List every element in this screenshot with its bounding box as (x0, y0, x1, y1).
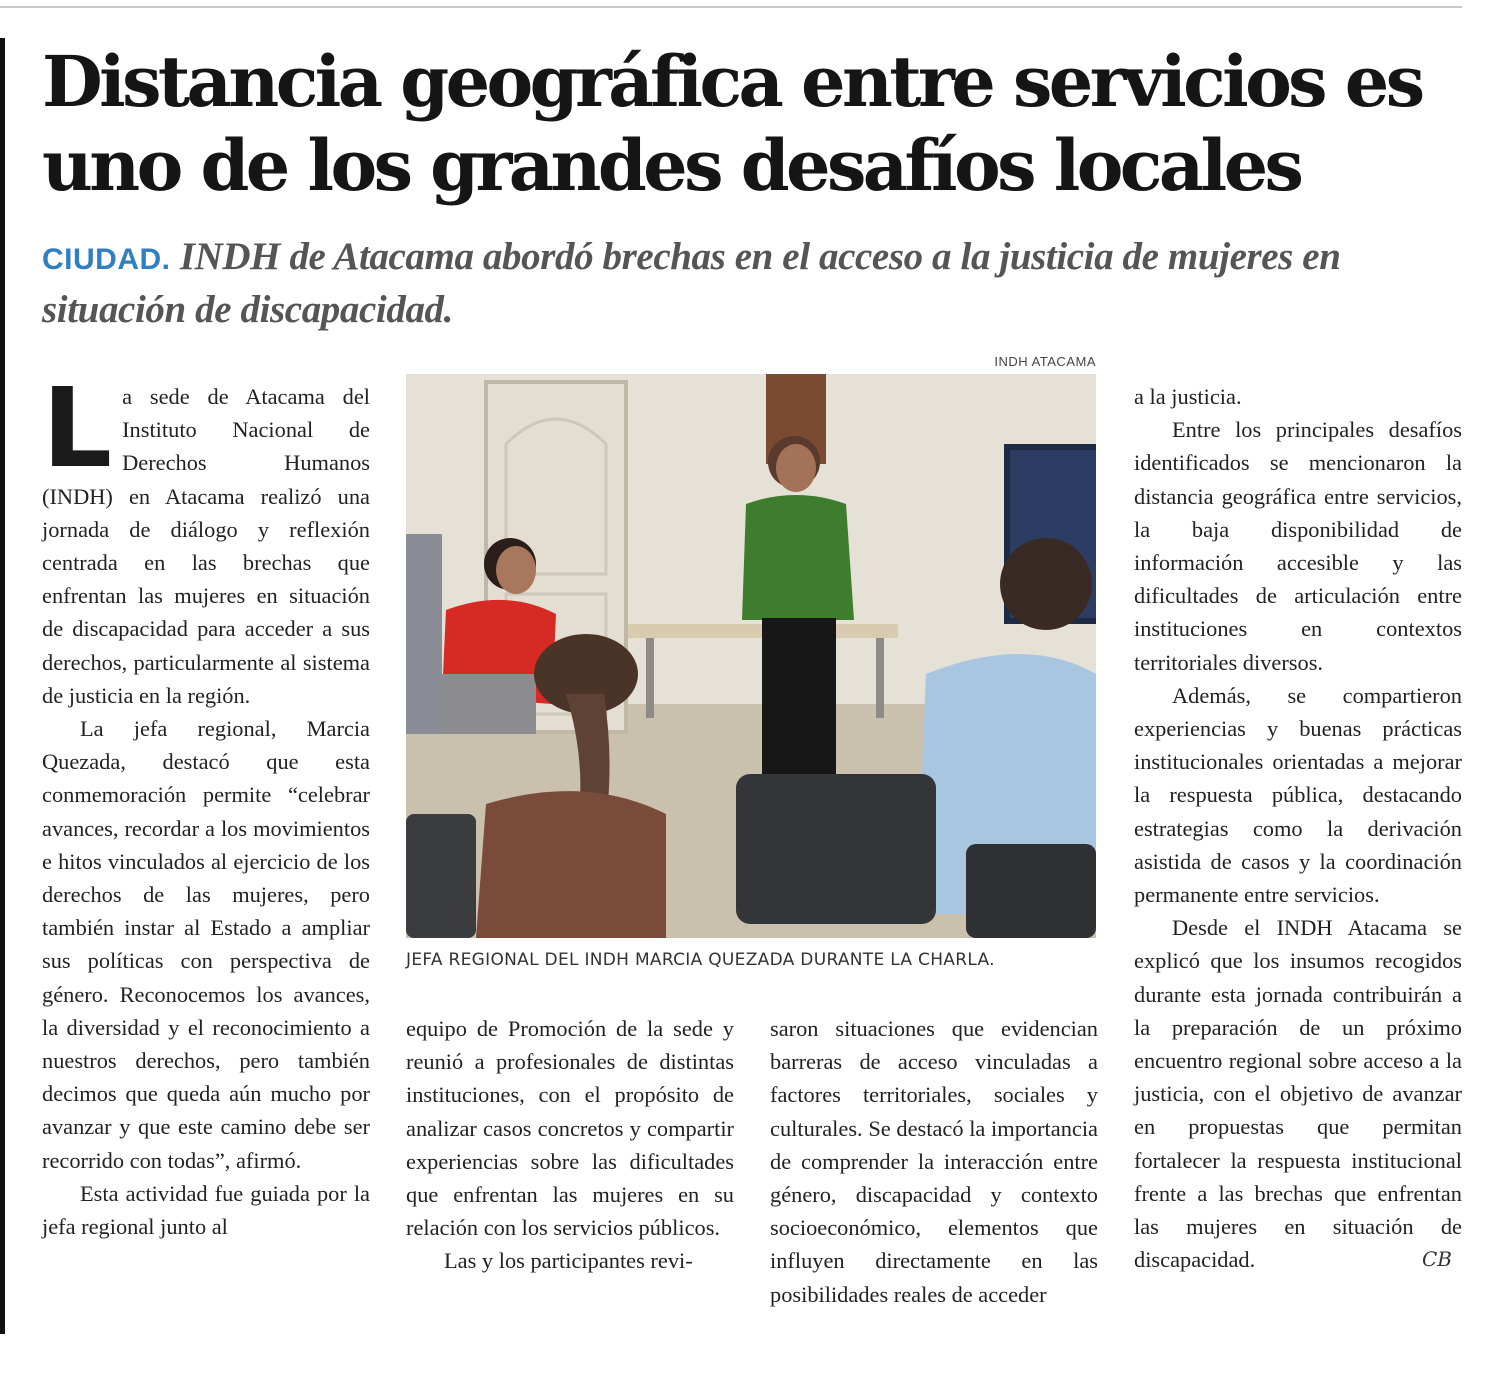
headline-line-1: Distancia geográfica entre servicios es (42, 40, 1422, 123)
paragraph-text: a sede de Atacama del Instituto Nacional de Derechos Humanos (INDH) en Atacama realizó una jornada de diálogo y reflexión centrada en las brechas que enfrentan las mujeres en situación de discapacidad para acceder a sus derechos, particularmente al sistema de justicia en la región. (42, 384, 370, 708)
article-photo (406, 374, 1096, 938)
end-mark: CB (1422, 1247, 1452, 1272)
headline (42, 40, 1462, 208)
photo-caption: JEFA REGIONAL DEL INDH MARCIA QUEZADA DURANTE LA CHARLA. (406, 950, 995, 970)
paragraph (42, 364, 370, 712)
deck (42, 232, 1472, 335)
paragraph: Entre los principales desafíos identificados se mencionaron la distancia geográfica entre servicios, la baja disponibilidad de información accesible y las dificultades de articulación entre instituciones en contextos territoriales diversos. (1134, 417, 1462, 675)
text-column-2 (406, 1012, 734, 1278)
paragraph: saron situaciones que evidencian barreras de acceso vinculadas a factores territoriales, sociales y culturales. Se destacó la importancia de comprender la interacción entre género, discapacidad y contexto socioeconómico, elementos que influyen directamente en las posibilidades reales de acceder (770, 1016, 1098, 1307)
paragraph: a la justicia. (1134, 384, 1242, 409)
top-rule (0, 6, 1462, 8)
text-column-3 (770, 1012, 1098, 1311)
deck-text: INDH de Atacama abordó brechas en el acceso a la justicia de mujeres en situación de discapacidad. (42, 235, 1341, 331)
photo-credit: INDH ATACAMA (994, 354, 1096, 369)
left-column-rule (0, 38, 5, 1334)
text-column-4 (1134, 380, 1462, 1276)
paragraph: Las y los participantes revi- (444, 1248, 693, 1274)
paragraph: Esta actividad fue guiada por la jefa regional junto al (42, 1180, 370, 1240)
paragraph: equipo de Promoción de la sede y reunió a profesionales de distintas instituciones, con el propósito de analizar casos concretos y compartir experiencias sobre las dificultades que enfrentan las mujeres en su relación con los servicios públicos. (406, 1016, 734, 1241)
text-column-1 (42, 364, 370, 1243)
paragraph: La jefa regional, Marcia Quezada, destacó que esta conmemoración permite “celebrar avances, recordar a los movimientos e hitos vinculados al ejercicio de los derechos de las mujeres, pero también instar al Estado a ampliar sus políticas con perspectiva de género. Reconocemos los avances, la diversidad y el reconocimiento a nuestros derechos, pero también decimos que queda aún mucho por avanzar y que este camino debe ser recorrido con todas”, afirmó. (42, 716, 370, 1173)
drop-cap: L (42, 364, 113, 492)
paragraph: Además, se compartieron experiencias y buenas prácticas institucionales orientadas a mejorar la respuesta pública, destacando estrategias como la derivación asistida de casos y la coordinación permanente entre servicios. (1134, 682, 1462, 908)
paragraph-text: Desde el INDH Atacama se explicó que los insumos recogidos durante esta jornada contribuirán a la preparación de un próximo encuentro regional sobre acceso a la justicia, con el objetivo de avanzar en propuestas que permitan fortalecer la respuesta institucional frente a las brechas que enfrentan las mujeres en situación de discapacidad. (1134, 915, 1462, 1273)
section-tag: CIUDAD. (42, 243, 171, 276)
headline-line-2: uno de los grandes desafíos locales (42, 124, 1301, 207)
photo-illustration (406, 374, 1096, 938)
paragraph (1134, 911, 1462, 1276)
